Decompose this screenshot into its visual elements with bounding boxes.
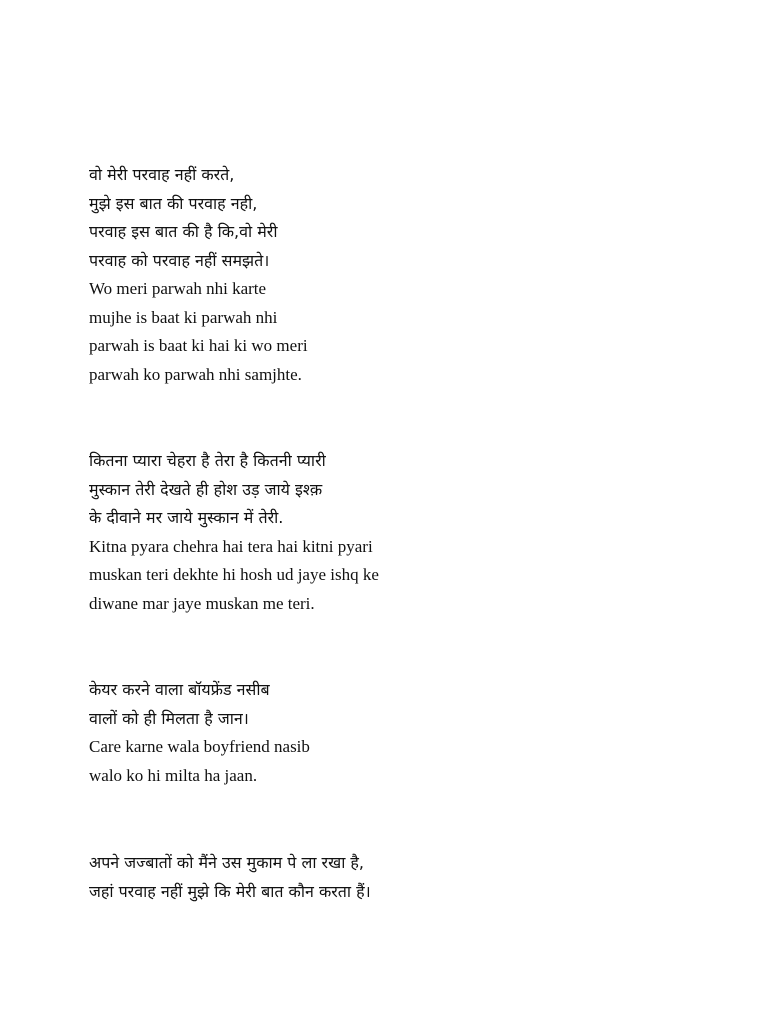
stanza-3 <box>89 676 749 790</box>
english-line: Care karne wala boyfriend nasib <box>89 737 310 756</box>
stanza-1 <box>89 161 749 389</box>
english-line: parwah ko parwah nhi samjhte. <box>89 364 302 384</box>
hindi-line: जहां परवाह नहीं मुझे कि मेरी बात कौन करता हैं। <box>89 881 371 901</box>
hindi-line: मुस्कान तेरी देखते ही होश उड़ जाये इश्क़ <box>89 479 323 499</box>
stanza-2 <box>89 447 749 618</box>
english-line: muskan teri dekhte hi hosh ud jaye ishq ke <box>89 565 379 584</box>
hindi-line: केयर करने वाला बॉयफ्रेंड नसीब <box>89 680 270 699</box>
hindi-line: वो मेरी परवाह नहीं करते, <box>89 165 235 184</box>
english-line: walo ko hi milta ha jaan. <box>89 765 258 785</box>
english-line: Kitna pyara chehra hai tera hai kitni pyari <box>89 536 373 556</box>
hindi-line: कितना प्यारा चेहरा है तेरा है कितनी प्यारी <box>89 451 326 470</box>
english-line: Wo meri parwah nhi karte <box>89 279 267 298</box>
hindi-line: के दीवाने मर जाये मुस्कान में तेरी. <box>89 508 284 527</box>
hindi-line: परवाह इस बात की है कि,वो मेरी <box>89 222 278 241</box>
hindi-line: परवाह को परवाह नहीं समझते। <box>89 250 270 270</box>
stanza-4 <box>89 849 749 906</box>
english-line: parwah is baat ki hai ki wo meri <box>89 336 308 355</box>
hindi-line: मुझे इस बात की परवाह नही, <box>89 193 258 213</box>
english-line: diwane mar jaye muskan me teri. <box>89 593 315 613</box>
hindi-line: अपने जज्बातों को मैंने उस मुकाम पे ला रखा है, <box>89 853 365 872</box>
english-line: mujhe is baat ki parwah nhi <box>89 307 278 327</box>
hindi-line: वालों को ही मिलता है जान। <box>89 708 249 728</box>
